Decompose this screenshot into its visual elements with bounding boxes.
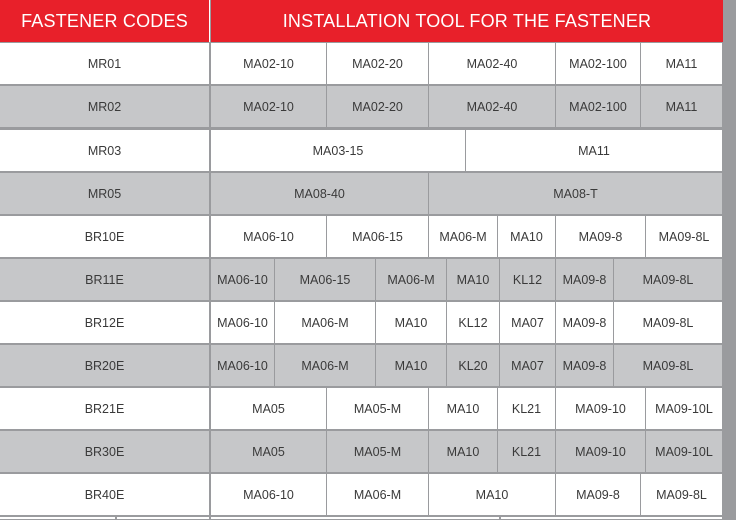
tool-cell: MA09-8 <box>556 302 614 344</box>
fastener-code-cell: BR11E <box>0 259 210 301</box>
table-row <box>0 130 736 172</box>
table-row <box>0 431 736 473</box>
table-row <box>0 173 736 215</box>
tool-cell: MA05 <box>211 388 327 430</box>
tool-cell: KL12 <box>447 302 500 344</box>
fastener-code-cell: MR05 <box>0 173 210 215</box>
fastener-code-cell: MR03 <box>0 130 210 172</box>
tool-cell: MA11 <box>641 43 723 85</box>
tool-cell: MA06-M <box>275 302 376 344</box>
tool-cell: MA10 <box>429 474 556 516</box>
fastener-code-cell: BR30E <box>0 431 210 473</box>
tool-cell: MA10 <box>376 302 447 344</box>
header-installation-tool: INSTALLATION TOOL FOR THE FASTENER <box>211 0 723 42</box>
tool-cell: MA02-10 <box>211 86 327 128</box>
tool-cell: MA06-M <box>376 259 447 301</box>
fastener-code-cell: BR20E <box>0 345 210 387</box>
tool-cell: MA02-20 <box>327 86 429 128</box>
tool-cell: MA09-8 <box>556 474 641 516</box>
tool-cell: MA05-M <box>327 388 429 430</box>
tool-cell: MA06-10 <box>211 216 327 258</box>
tool-cell: MA06-10 <box>211 474 327 516</box>
tool-cell: MA03-15 <box>211 130 466 172</box>
fastener-code-cell: BR40E <box>0 474 210 516</box>
header-fastener-codes: FASTENER CODES <box>0 0 210 42</box>
tool-cell: MA09-10 <box>556 388 646 430</box>
tool-cell: MA06-15 <box>327 216 429 258</box>
tool-cell: KL21 <box>498 388 556 430</box>
tool-cell: MA02-10 <box>211 43 327 85</box>
tool-cell: MA02-20 <box>327 43 429 85</box>
header-right-gap <box>723 0 736 42</box>
tool-cell: MA06-M <box>275 345 376 387</box>
tool-cell: MA11 <box>466 130 723 172</box>
table-row <box>0 216 736 258</box>
tool-cell: MA02-40 <box>429 86 556 128</box>
table-row <box>0 43 736 85</box>
tool-cell: MA06-15 <box>275 259 376 301</box>
tool-cell: MA09-10L <box>646 388 723 430</box>
table-row <box>0 474 736 516</box>
tool-cell: MA10 <box>447 259 500 301</box>
tool-cell: MA09-10L <box>646 431 723 473</box>
tool-cell: MA05-M <box>327 431 429 473</box>
table-row <box>0 388 736 430</box>
tool-cell: MA09-8L <box>614 302 723 344</box>
tool-cell: MA09-8 <box>556 345 614 387</box>
fastener-code-cell: MR01 <box>0 43 210 85</box>
tool-cell: MA08-40 <box>211 173 429 215</box>
table-row <box>0 259 736 301</box>
fastener-code-cell: BR12E <box>0 302 210 344</box>
tool-cell: MA06-10 <box>211 259 275 301</box>
tool-cell: MA06-M <box>327 474 429 516</box>
tool-cell: MA02-100 <box>556 86 641 128</box>
tool-cell: MA06-M <box>429 216 498 258</box>
tool-cell: MA09-10 <box>556 431 646 473</box>
tool-cell: MA05 <box>211 431 327 473</box>
tool-cell: MA10 <box>429 431 498 473</box>
tool-cell: MA09-8L <box>641 474 723 516</box>
tool-cell: MA07 <box>500 302 556 344</box>
table-row <box>0 302 736 344</box>
tool-cell: MA10 <box>376 345 447 387</box>
tool-cell: MA09-8L <box>614 259 723 301</box>
tool-cell: MA10 <box>498 216 556 258</box>
tool-cell: MA02-40 <box>429 43 556 85</box>
tool-cell: MA02-100 <box>556 43 641 85</box>
tool-cell: MA09-8L <box>646 216 723 258</box>
tool-cell: MA10 <box>429 388 498 430</box>
tool-cell: KL20 <box>447 345 500 387</box>
tool-cell: MA09-8 <box>556 259 614 301</box>
tool-cell: MA07 <box>500 345 556 387</box>
tool-cell: MA06-10 <box>211 302 275 344</box>
fastener-code-cell: BR21E <box>0 388 210 430</box>
fastener-code-cell: MR02 <box>0 86 210 128</box>
tool-cell: MA09-8 <box>556 216 646 258</box>
tool-cell: MA09-8L <box>614 345 723 387</box>
tool-cell: KL21 <box>498 431 556 473</box>
tool-cell: MA11 <box>641 86 723 128</box>
table-row <box>0 86 736 128</box>
tool-cell: KL12 <box>500 259 556 301</box>
tool-cell: MA08-T <box>429 173 723 215</box>
tool-cell: MA06-10 <box>211 345 275 387</box>
fastener-code-cell: BR10E <box>0 216 210 258</box>
table-row <box>0 345 736 387</box>
